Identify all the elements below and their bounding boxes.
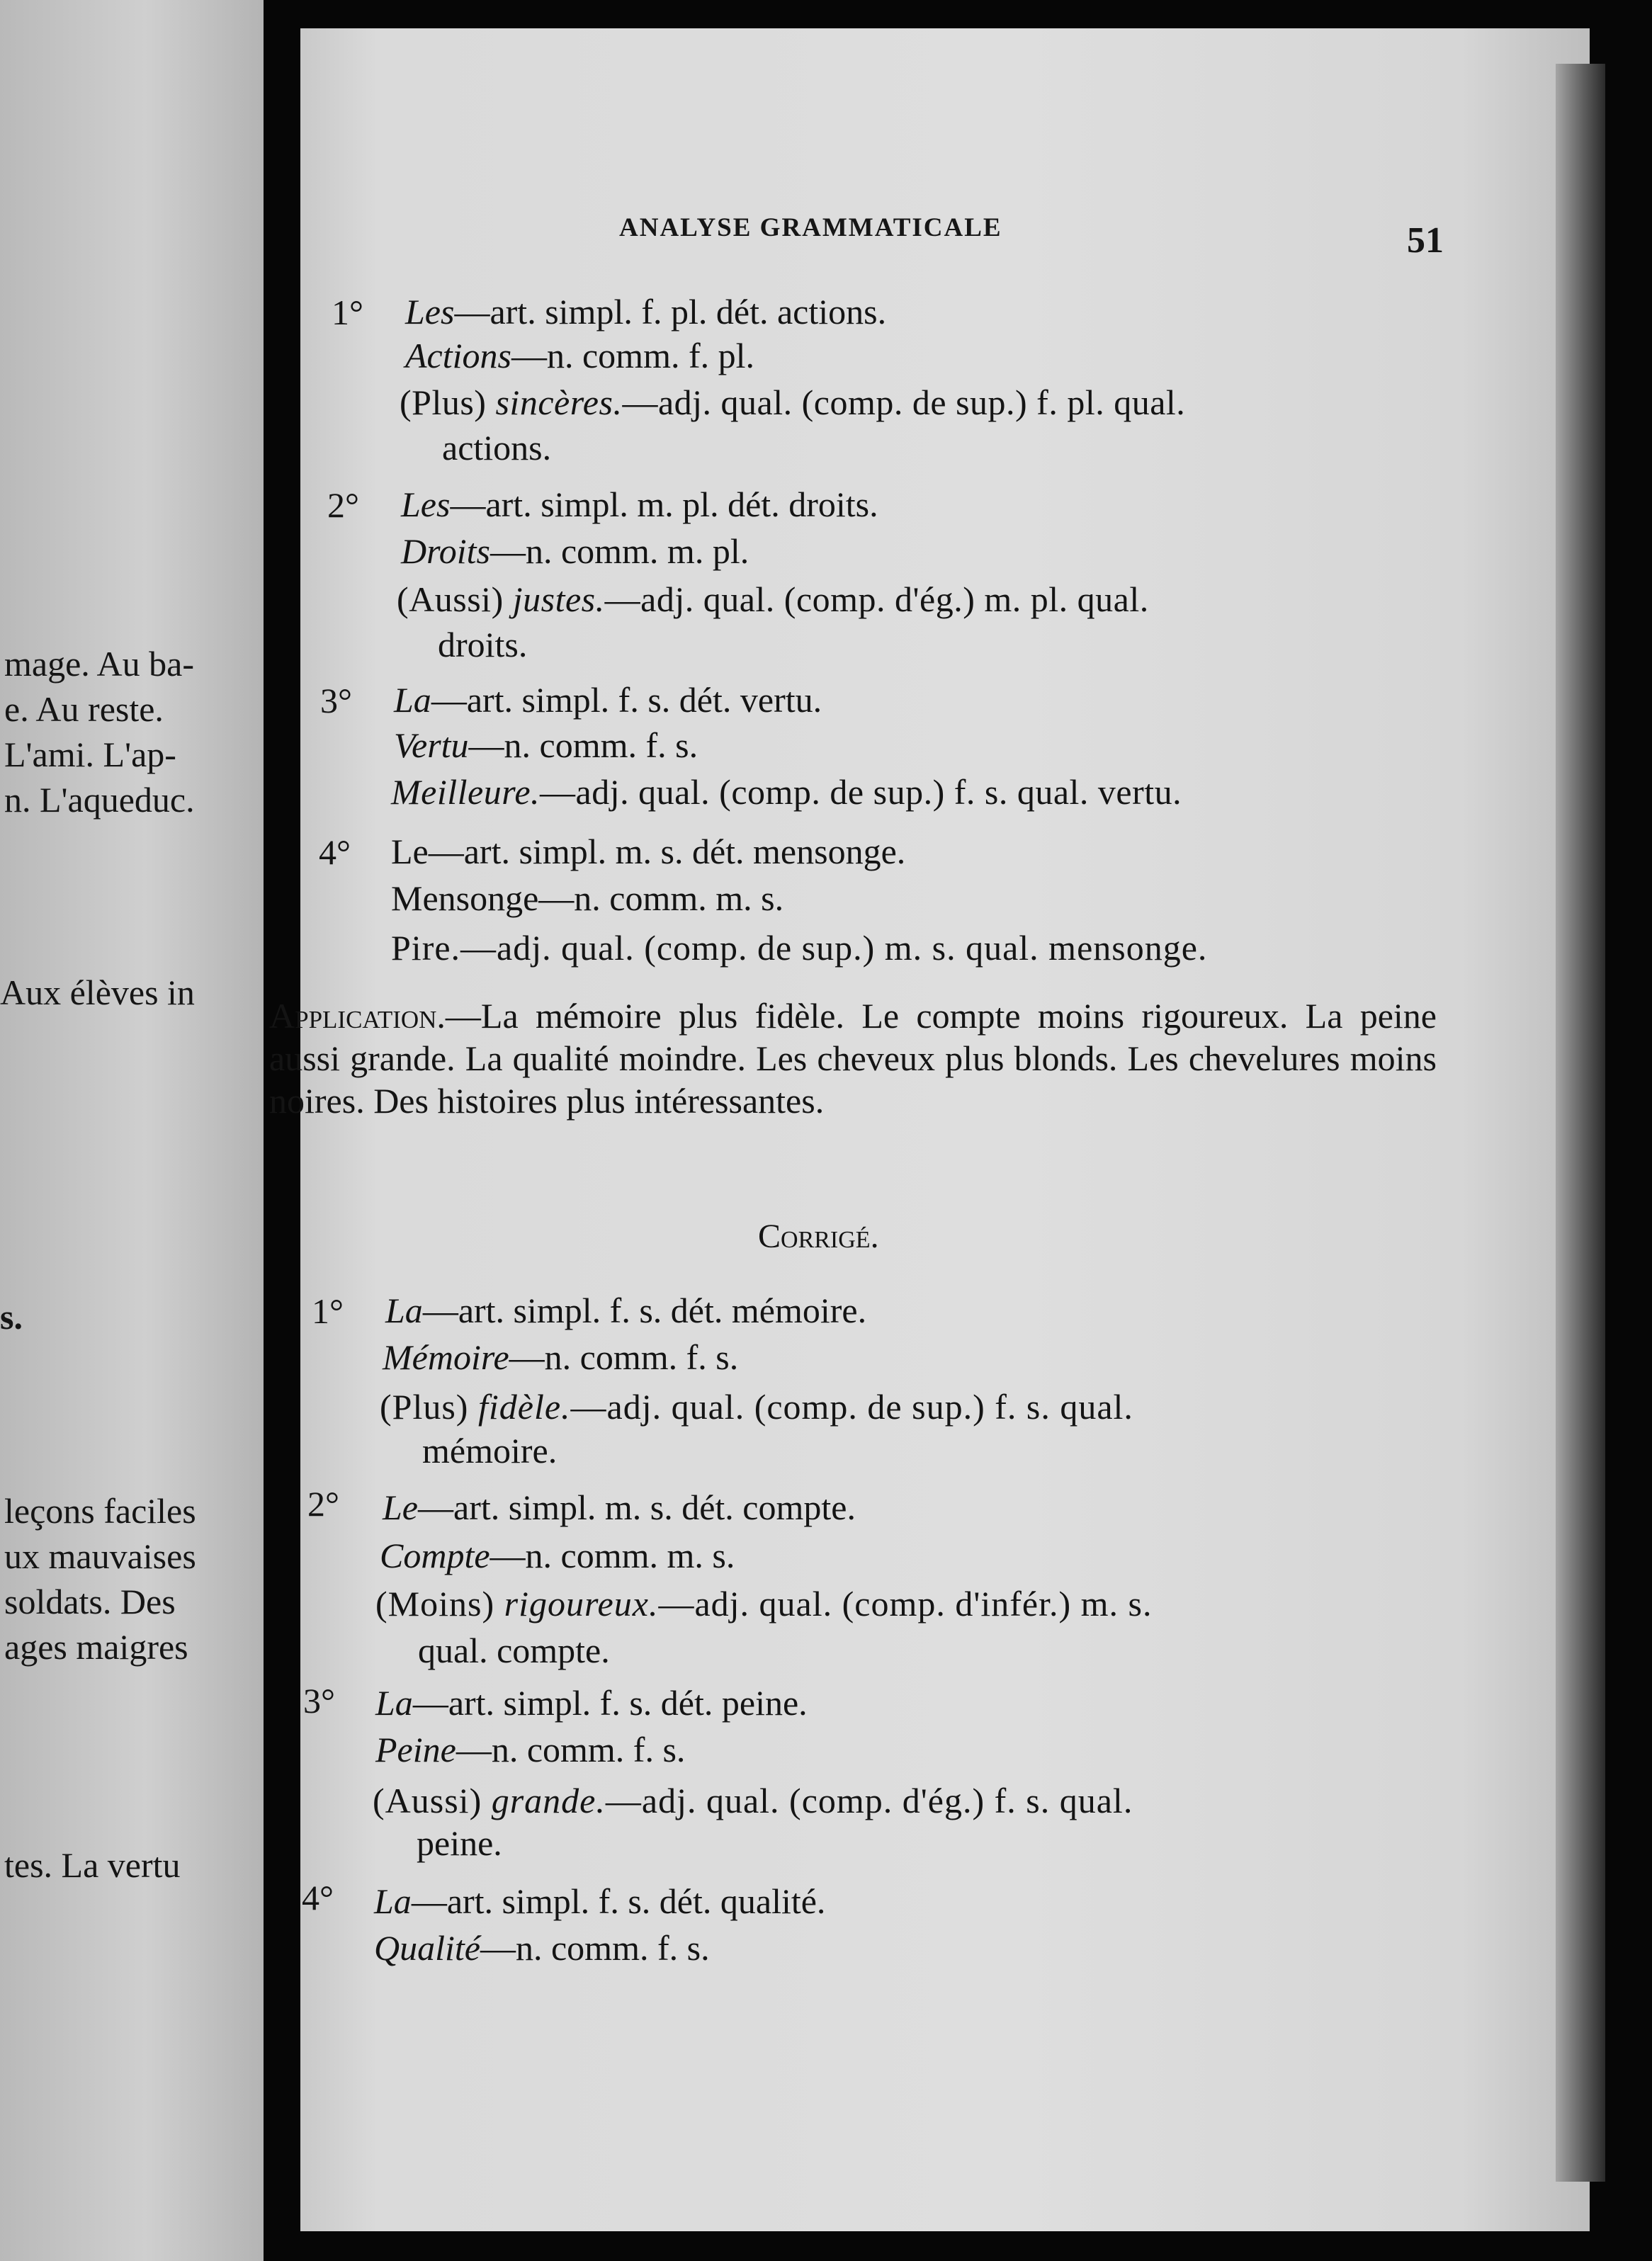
application-text: —La mémoire plus fidèle. Le compte moins rigoureux. La peine aussi grande. La qualité moindre. Les cheveux plus blonds. Les chevelures moins noires. Des histoires plus intéressantes.: [269, 996, 1437, 1121]
exercise-line: La—art. simpl. f. s. dét. vertu.: [394, 680, 822, 720]
left-fragment: s.: [0, 1297, 23, 1337]
running-head: ANALYSE GRAMMATICALE: [619, 213, 1002, 242]
application-label: Application.: [269, 996, 446, 1036]
left-fragment: L'ami. L'ap-: [4, 735, 176, 774]
corrige-line: (Moins) rigoureux.—adj. qual. (comp. d'infér.) m. s.: [375, 1584, 1153, 1624]
exercise-line: Les—art. simpl. m. pl. dét. droits.: [401, 484, 878, 524]
corrige-line: Le—art. simpl. m. s. dét. compte.: [383, 1488, 856, 1527]
exercise-line: Les—art. simpl. f. pl. dét. actions.: [405, 292, 887, 332]
item-marker: 2°: [307, 1484, 339, 1524]
corrige-line: (Plus) fidèle.—adj. qual. (comp. de sup.) f. s. qual.: [380, 1387, 1133, 1427]
exercise-line: Le—art. simpl. m. s. dét. mensonge.: [391, 832, 906, 871]
item-marker: 3°: [320, 681, 352, 720]
left-fragment: ux mauvaises: [4, 1536, 196, 1576]
left-fragment: Aux élèves in: [0, 973, 195, 1012]
exercise-line: (Aussi) justes.—adj. qual. (comp. d'ég.) m. pl. qual.: [397, 579, 1149, 619]
exercise-line: actions.: [442, 428, 552, 468]
left-fragment: tes. La vertu: [4, 1845, 181, 1885]
corrige-line: La—art. simpl. f. s. dét. qualité.: [374, 1881, 826, 1921]
corrige-line: Mémoire—n. comm. f. s.: [383, 1337, 739, 1377]
exercise-line: droits.: [438, 625, 528, 664]
item-marker: 4°: [302, 1878, 334, 1917]
corrige-line: La—art. simpl. f. s. dét. mémoire.: [385, 1291, 867, 1330]
left-page: [0, 0, 264, 2261]
item-marker: 3°: [303, 1681, 335, 1721]
exercise-line: Droits—n. comm. m. pl.: [401, 531, 749, 571]
application-paragraph: [269, 994, 1437, 1122]
corrige-heading: Corrigé.: [758, 1218, 879, 1255]
left-fragment: ages maigres: [4, 1627, 188, 1667]
corrige-line: qual. compte.: [418, 1631, 610, 1670]
left-fragment: e. Au reste.: [4, 689, 164, 729]
left-fragment: mage. Au ba-: [4, 644, 194, 684]
page-edge: [1556, 64, 1605, 2182]
left-fragment: n. L'aqueduc.: [4, 780, 195, 820]
corrige-line: Peine—n. comm. f. s.: [375, 1730, 686, 1769]
exercise-line: Actions—n. comm. f. pl.: [405, 336, 755, 375]
item-marker: 1°: [332, 293, 363, 332]
page-number: 51: [1407, 220, 1444, 261]
item-marker: 1°: [312, 1291, 344, 1331]
exercise-line: (Plus) sincères.—adj. qual. (comp. de sup.) f. pl. qual.: [400, 382, 1186, 422]
item-marker: 4°: [319, 832, 351, 872]
exercise-line: Vertu—n. comm. f. s.: [394, 725, 698, 765]
corrige-line: (Aussi) grande.—adj. qual. (comp. d'ég.) f. s. qual.: [373, 1781, 1133, 1820]
corrige-line: La—art. simpl. f. s. dét. peine.: [375, 1683, 808, 1723]
exercise-line: Pire.—adj. qual. (comp. de sup.) m. s. qual. mensonge.: [391, 928, 1208, 968]
exercise-line: Mensonge—n. comm. m. s.: [391, 878, 784, 918]
corrige-line: Compte—n. comm. m. s.: [380, 1536, 735, 1575]
left-fragment: soldats. Des: [4, 1582, 176, 1621]
left-fragment: leçons faciles: [4, 1491, 196, 1531]
exercise-line: Meilleure.—adj. qual. (comp. de sup.) f. s. qual. vertu.: [391, 772, 1182, 812]
corrige-line: mémoire.: [422, 1431, 558, 1470]
corrige-line: Qualité—n. comm. f. s.: [374, 1928, 710, 1968]
item-marker: 2°: [327, 485, 359, 525]
corrige-line: peine.: [417, 1823, 502, 1863]
